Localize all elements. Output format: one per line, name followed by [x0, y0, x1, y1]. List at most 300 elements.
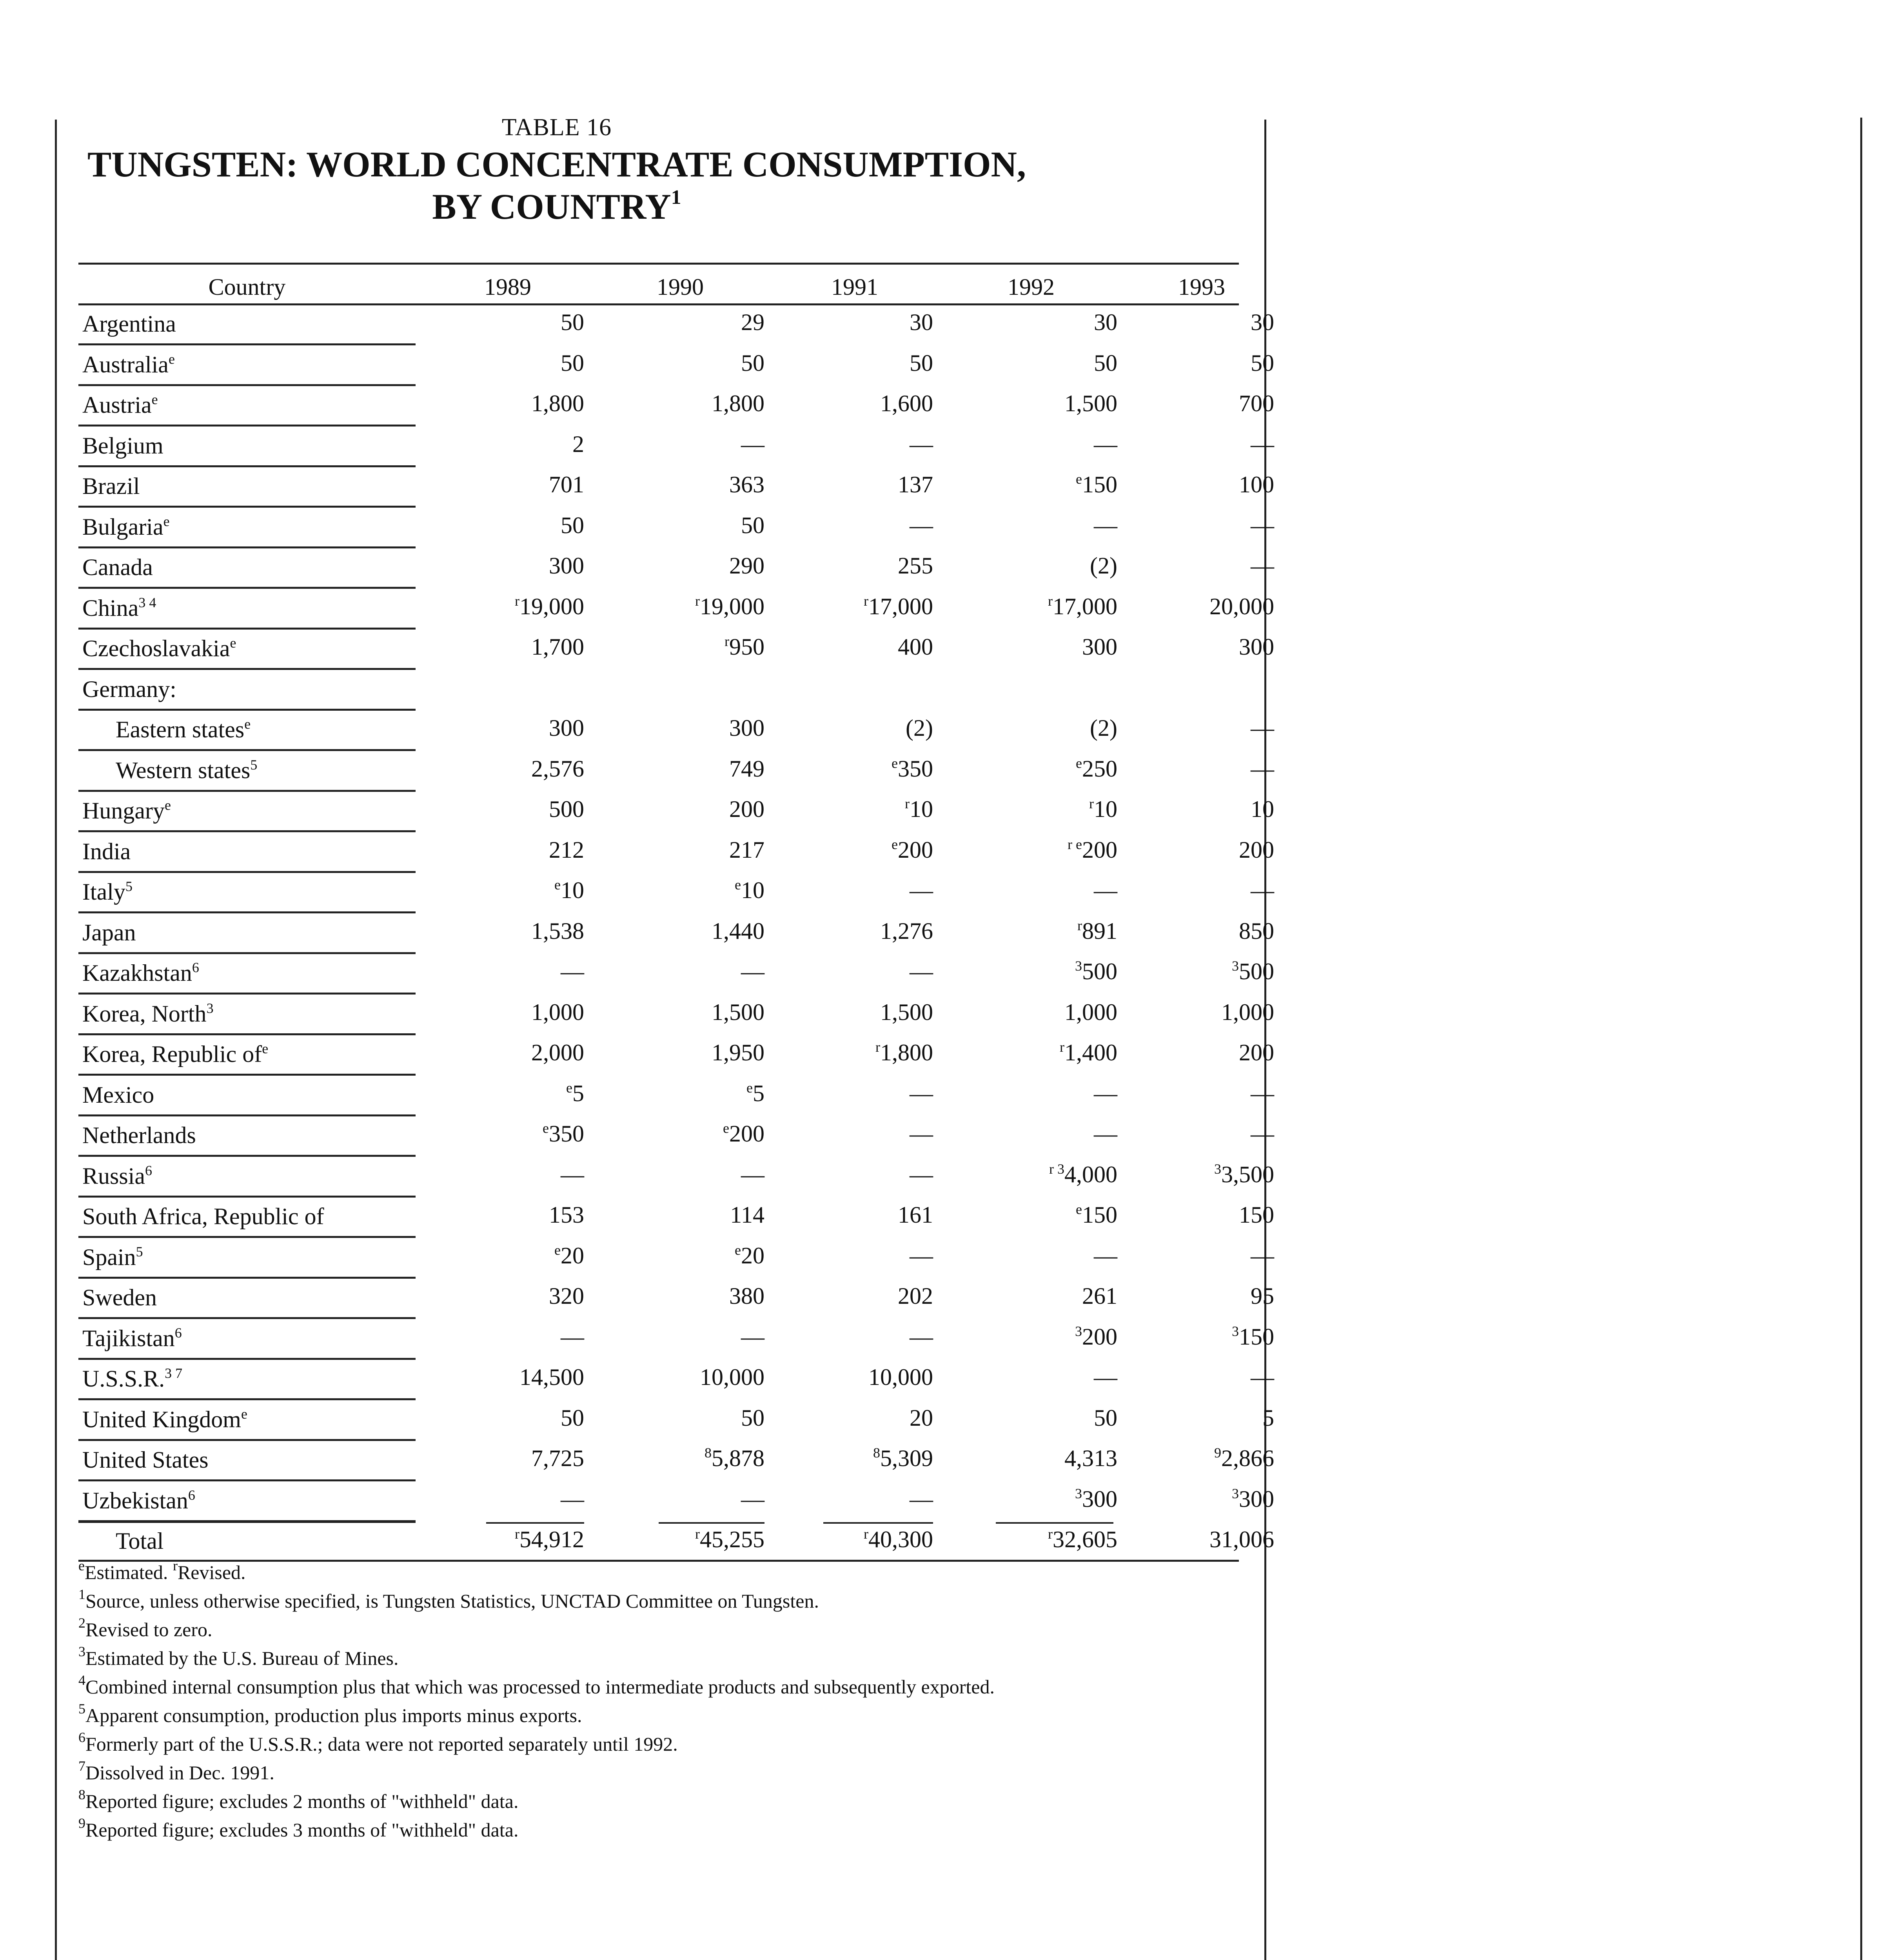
- value-text: 5,309: [880, 1445, 933, 1471]
- table-row: [78, 305, 1274, 345]
- table-row: [78, 630, 1274, 670]
- value-footnote-marker: r: [725, 633, 729, 649]
- country-label: Argentina: [82, 311, 176, 337]
- value-text: 1,950: [712, 1040, 764, 1065]
- row-rule: [78, 425, 416, 426]
- value-footnote-marker: e: [746, 1080, 753, 1096]
- value-text: 200: [1082, 1323, 1117, 1350]
- value-cell: [1129, 431, 1274, 458]
- value-text: —: [1094, 431, 1117, 457]
- country-name: [116, 757, 257, 784]
- row-rule: [78, 952, 416, 954]
- value-cell: [431, 1445, 584, 1472]
- row-rule: [78, 1196, 416, 1198]
- value-cell: [776, 1242, 933, 1269]
- country-footnote-marker: 6: [174, 1325, 182, 1341]
- value-text: —: [910, 877, 933, 903]
- value-cell: [431, 1364, 584, 1391]
- table-row: [78, 792, 1274, 832]
- row-rule: [78, 911, 416, 913]
- value-text: —: [910, 512, 933, 538]
- value-text: 400: [898, 634, 933, 660]
- value-text: —: [910, 1080, 933, 1106]
- footnotes: [78, 1558, 1294, 1844]
- value-text: 5: [753, 1080, 764, 1106]
- value-text: 500: [1082, 958, 1117, 984]
- footnote: [78, 1644, 1294, 1673]
- footnote-text: Dissolved in Dec. 1991.: [85, 1762, 274, 1784]
- value-cell: [1129, 390, 1274, 417]
- row-rule: [78, 1277, 416, 1279]
- header-year-1990: 1990: [657, 274, 704, 300]
- country-footnote-marker: e: [163, 513, 170, 529]
- value-cell: [431, 512, 584, 539]
- value-text: —: [1251, 1242, 1274, 1269]
- total-value-cell: [776, 1526, 933, 1553]
- value-text: —: [1094, 1364, 1117, 1390]
- value-text: 200: [729, 1121, 764, 1147]
- value-text: —: [910, 431, 933, 457]
- row-rule: [78, 1398, 416, 1400]
- country-label: Austria: [82, 392, 152, 418]
- value-text: —: [910, 1486, 933, 1512]
- table-row: [78, 427, 1274, 467]
- country-name: [116, 716, 251, 743]
- value-cell: [431, 1201, 584, 1229]
- value-text: 50: [561, 512, 584, 538]
- table-row: [78, 1035, 1274, 1076]
- value-cell: [596, 837, 764, 864]
- value-text: 1,800: [712, 390, 764, 416]
- table-row: [78, 589, 1274, 630]
- value-cell: [776, 1323, 933, 1350]
- value-text: 2,000: [531, 1040, 584, 1065]
- value-text: 202: [898, 1283, 933, 1309]
- value-text: 137: [898, 472, 933, 497]
- country-label: Russia: [82, 1163, 145, 1189]
- value-text: 1,500: [880, 999, 933, 1025]
- value-text: 1,000: [1221, 999, 1274, 1025]
- table-row: [78, 1157, 1274, 1198]
- value-text: —: [910, 1242, 933, 1269]
- value-text: 19,000: [700, 593, 764, 619]
- value-cell: [776, 755, 933, 782]
- value-text: 95: [1251, 1283, 1274, 1309]
- value-text: —: [561, 1161, 584, 1187]
- value-text: 749: [729, 755, 764, 782]
- footnote-text: Apparent consumption, production plus imports minus exports.: [85, 1704, 582, 1726]
- value-text: 217: [729, 837, 764, 863]
- value-text: 10: [1094, 796, 1117, 822]
- value-text: 1,440: [712, 918, 764, 944]
- value-cell: [1129, 512, 1274, 539]
- value-text: —: [561, 1486, 584, 1512]
- value-cell: [776, 1201, 933, 1229]
- value-text: —: [910, 1161, 933, 1187]
- value-text: 3,500: [1221, 1161, 1274, 1187]
- value-cell: [776, 1445, 933, 1472]
- row-rule: [78, 1479, 416, 1481]
- country-label: Australia: [82, 351, 169, 377]
- value-cell: [1129, 918, 1274, 945]
- value-text: 1,600: [880, 390, 933, 416]
- footnote-marker: e: [78, 1558, 85, 1573]
- country-label: Eastern states: [116, 717, 245, 742]
- row-rule: [78, 749, 416, 751]
- value-cell: [945, 1242, 1117, 1269]
- value-cell: [776, 1486, 933, 1513]
- country-name: [82, 392, 158, 419]
- value-footnote-marker: e: [1076, 755, 1082, 771]
- value-text: 14,500: [519, 1364, 584, 1390]
- value-cell: [1129, 1486, 1274, 1513]
- value-text: (2): [1090, 553, 1117, 579]
- value-text: —: [1094, 877, 1117, 903]
- value-cell: [596, 309, 764, 336]
- value-cell: [596, 755, 764, 782]
- value-cell: [1129, 471, 1274, 498]
- value-text: 50: [741, 350, 764, 376]
- value-cell: [431, 1323, 584, 1350]
- value-cell: [776, 1283, 933, 1310]
- value-cell: [431, 877, 584, 904]
- value-cell: [945, 1161, 1117, 1188]
- value-text: 363: [729, 472, 764, 497]
- value-footnote-marker: 8: [873, 1445, 880, 1461]
- table-row: [78, 914, 1274, 954]
- table-row: [78, 346, 1274, 386]
- value-text: 1,400: [1064, 1040, 1117, 1065]
- value-text: 1,000: [531, 999, 584, 1025]
- country-name: [82, 1365, 182, 1392]
- country-footnote-marker: e: [164, 797, 171, 813]
- footnote: [78, 1587, 1294, 1615]
- value-cell: [431, 1161, 584, 1188]
- value-cell: [945, 1364, 1117, 1391]
- value-cell: [431, 552, 584, 579]
- value-cell: [596, 1283, 764, 1310]
- table-title-line1: TUNGSTEN: WORLD CONCENTRATE CONSUMPTION,: [87, 144, 1026, 184]
- value-text: 300: [1082, 1486, 1117, 1512]
- country-label: Mexico: [82, 1082, 154, 1108]
- value-text: —: [741, 431, 764, 457]
- sum-underline: [659, 1522, 764, 1524]
- footnote-text: Revised to zero.: [85, 1619, 212, 1641]
- country-name: [82, 1487, 195, 1514]
- footnote-marker: 1: [78, 1586, 85, 1602]
- value-cell: [431, 1039, 584, 1066]
- value-cell: [431, 593, 584, 620]
- value-footnote-marker: e: [1076, 471, 1082, 487]
- country-footnote-marker: e: [230, 635, 236, 651]
- value-cell: [776, 1120, 933, 1147]
- value-cell: [1129, 593, 1274, 620]
- value-footnote-marker: r: [1048, 593, 1053, 609]
- header-year-1989: 1989: [484, 274, 531, 300]
- value-text: —: [1251, 431, 1274, 457]
- value-cell: [1129, 877, 1274, 904]
- value-text: 350: [898, 755, 933, 782]
- country-footnote-marker: 6: [192, 960, 199, 975]
- value-cell: [776, 350, 933, 377]
- value-cell: [1129, 958, 1274, 985]
- title-footnote-marker: 1: [671, 186, 681, 209]
- country-name: [82, 595, 156, 622]
- value-footnote-marker: r 3: [1049, 1161, 1064, 1177]
- value-text: 20: [561, 1242, 584, 1269]
- value-text: 4,000: [1064, 1161, 1117, 1187]
- value-text: 150: [1082, 472, 1117, 497]
- table-row: [78, 1116, 1274, 1157]
- value-footnote-marker: r: [864, 593, 868, 609]
- row-rule: [78, 668, 416, 670]
- value-footnote-marker: 9: [1214, 1445, 1221, 1461]
- total-footnote-marker: r: [695, 1526, 700, 1542]
- footnote-text: Estimated by the U.S. Bureau of Mines.: [85, 1647, 399, 1669]
- value-footnote-marker: e: [554, 877, 561, 893]
- country-name: [82, 1122, 196, 1149]
- value-cell: [1129, 1039, 1274, 1066]
- table-row: [78, 1482, 1274, 1522]
- value-text: 500: [549, 796, 584, 822]
- value-cell: [1129, 1161, 1274, 1188]
- value-footnote-marker: r: [905, 796, 910, 811]
- total-value-text: 45,255: [700, 1526, 764, 1552]
- table-row: [78, 467, 1274, 508]
- table-row: [78, 386, 1274, 426]
- value-cell: [776, 918, 933, 945]
- country-label: Canada: [82, 554, 153, 580]
- value-text: 1,700: [531, 634, 584, 660]
- country-name: [82, 473, 140, 500]
- value-cell: [596, 1080, 764, 1107]
- value-cell: [431, 309, 584, 336]
- value-footnote-marker: e: [735, 877, 741, 893]
- value-footnote-marker: 3: [1232, 1323, 1239, 1339]
- country-name: [82, 1406, 247, 1433]
- value-footnote-marker: 3: [1075, 958, 1082, 974]
- country-label: Bulgaria: [82, 514, 163, 540]
- country-label: Netherlands: [82, 1122, 196, 1148]
- country-label: Brazil: [82, 473, 140, 499]
- value-cell: [431, 471, 584, 498]
- footnote: [78, 1558, 1294, 1587]
- value-cell: [1129, 350, 1274, 377]
- value-cell: [596, 1323, 764, 1350]
- footnote-text: Estimated.: [84, 1561, 173, 1583]
- row-rule: [78, 1033, 416, 1035]
- value-text: 20: [741, 1242, 764, 1269]
- country-name: [82, 1325, 182, 1352]
- country-footnote-marker: e: [168, 351, 175, 367]
- value-cell: [945, 1120, 1117, 1147]
- sum-underline: [996, 1522, 1113, 1524]
- value-text: 50: [910, 350, 933, 376]
- table-row: [78, 833, 1274, 873]
- value-text: —: [741, 958, 764, 984]
- value-text: 150: [1239, 1202, 1274, 1228]
- value-text: 2: [572, 431, 584, 457]
- value-text: —: [1251, 755, 1274, 782]
- value-text: —: [561, 958, 584, 984]
- value-cell: [1129, 552, 1274, 579]
- footnote-text: Combined internal consumption plus that which was processed to intermediate products and subsequently exported.: [85, 1676, 995, 1698]
- value-cell: [596, 512, 764, 539]
- total-value-cell: [431, 1526, 584, 1553]
- value-text: 10: [910, 796, 933, 822]
- value-cell: [431, 1486, 584, 1513]
- footnote-marker: 7: [78, 1758, 85, 1774]
- footnote: [78, 1615, 1294, 1644]
- country-label: Hungary: [82, 798, 165, 824]
- value-text: —: [1251, 1080, 1274, 1106]
- value-text: 150: [1082, 1202, 1117, 1228]
- value-text: 950: [729, 634, 764, 660]
- country-name: [82, 1203, 324, 1230]
- value-cell: [776, 958, 933, 985]
- value-text: 261: [1082, 1283, 1117, 1309]
- right-margin-rule: [1860, 118, 1862, 1960]
- total-value-cell: [1129, 1526, 1274, 1553]
- table-row: [78, 1198, 1274, 1238]
- country-footnote-marker: 5: [136, 1243, 143, 1259]
- table-row: [78, 670, 1239, 711]
- value-cell: [945, 431, 1117, 458]
- value-cell: [431, 350, 584, 377]
- row-rule: [78, 384, 416, 386]
- value-cell: [596, 1445, 764, 1472]
- country-name: [82, 1163, 152, 1190]
- value-text: 891: [1082, 918, 1117, 944]
- value-text: 200: [898, 837, 933, 863]
- country-label: Uzbekistan: [82, 1487, 188, 1514]
- value-text: 300: [1239, 634, 1274, 660]
- value-footnote-marker: e: [1076, 1201, 1082, 1217]
- value-text: 17,000: [868, 593, 933, 619]
- country-name: [82, 310, 176, 338]
- country-label: Korea, Republic of: [82, 1041, 262, 1067]
- value-footnote-marker: e: [723, 1120, 729, 1136]
- country-label: Sweden: [82, 1285, 157, 1310]
- value-cell: [945, 715, 1117, 742]
- value-text: 2,866: [1221, 1445, 1274, 1471]
- value-footnote-marker: 3: [1232, 958, 1239, 974]
- footnote-marker: 3: [78, 1644, 85, 1659]
- value-text: 350: [549, 1121, 584, 1147]
- country-footnote-marker: e: [241, 1406, 247, 1422]
- total-value-text: 40,300: [868, 1526, 933, 1552]
- value-cell: [776, 471, 933, 498]
- row-rule: [78, 1358, 416, 1360]
- value-cell: [776, 877, 933, 904]
- country-name: [82, 838, 131, 865]
- value-text: 255: [898, 553, 933, 579]
- value-text: —: [1251, 715, 1274, 741]
- total-footnote-marker: r: [864, 1526, 868, 1542]
- value-cell: [945, 1283, 1117, 1310]
- value-cell: [431, 755, 584, 782]
- country-name: [82, 635, 236, 662]
- header-year-1991: 1991: [831, 274, 878, 300]
- value-cell: [776, 431, 933, 458]
- table-row: [78, 548, 1274, 589]
- value-cell: [1129, 837, 1274, 864]
- value-text: 4,313: [1064, 1445, 1117, 1471]
- value-text: 50: [1094, 350, 1117, 376]
- row-rule: [78, 871, 416, 873]
- value-footnote-marker: 8: [705, 1445, 712, 1461]
- country-footnote-marker: 5: [250, 757, 258, 773]
- value-text: 50: [741, 1405, 764, 1431]
- value-cell: [1129, 755, 1274, 782]
- table-row: [78, 1401, 1274, 1441]
- country-label: Western states: [116, 757, 251, 783]
- value-cell: [1129, 1201, 1274, 1229]
- country-label: Kazakhstan: [82, 960, 192, 986]
- value-cell: [945, 1080, 1117, 1107]
- value-cell: [1129, 715, 1274, 742]
- value-cell: [1129, 309, 1274, 336]
- value-text: 300: [549, 715, 584, 741]
- value-text: 300: [729, 715, 764, 741]
- value-footnote-marker: r: [1077, 917, 1082, 933]
- row-rule: [78, 1236, 416, 1238]
- value-text: —: [741, 1486, 764, 1512]
- country-label: Spain: [82, 1244, 136, 1270]
- country-label: China: [82, 595, 139, 621]
- value-text: 50: [561, 350, 584, 376]
- country-name: [82, 1244, 143, 1271]
- value-cell: [776, 512, 933, 539]
- table-row: [78, 1238, 1274, 1279]
- row-rule: [78, 709, 416, 711]
- country-name: [82, 797, 171, 824]
- value-text: —: [910, 1323, 933, 1350]
- footnote: [78, 1730, 1294, 1759]
- country-label: Italy: [82, 879, 125, 905]
- value-text: 300: [549, 553, 584, 579]
- value-footnote-marker: r: [1089, 796, 1094, 811]
- row-rule: [78, 1439, 416, 1441]
- value-cell: [431, 796, 584, 823]
- country-footnote-marker: 3 4: [138, 594, 156, 610]
- value-text: 200: [1239, 1040, 1274, 1065]
- value-footnote-marker: r: [515, 593, 519, 609]
- country-footnote-marker: 6: [145, 1162, 153, 1178]
- row-rule: [78, 1074, 416, 1076]
- value-cell: [431, 1405, 584, 1432]
- sum-underline: [823, 1522, 933, 1524]
- value-text: 50: [1094, 1405, 1117, 1431]
- value-text: 10: [741, 877, 764, 903]
- value-footnote-marker: e: [554, 1242, 561, 1258]
- country-name: [82, 1446, 209, 1474]
- value-text: 30: [1251, 309, 1274, 335]
- value-cell: [945, 593, 1117, 620]
- value-cell: [596, 877, 764, 904]
- table-row: [78, 1279, 1274, 1319]
- value-text: —: [910, 1121, 933, 1147]
- value-cell: [1129, 1323, 1274, 1350]
- value-footnote-marker: 3: [1214, 1161, 1221, 1177]
- value-text: —: [1251, 553, 1274, 579]
- value-text: 1,538: [531, 918, 584, 944]
- value-cell: [945, 958, 1117, 985]
- country-label: United Kingdom: [82, 1406, 241, 1432]
- value-cell: [776, 1161, 933, 1188]
- value-cell: [596, 1161, 764, 1188]
- footnote-marker: 6: [78, 1730, 85, 1745]
